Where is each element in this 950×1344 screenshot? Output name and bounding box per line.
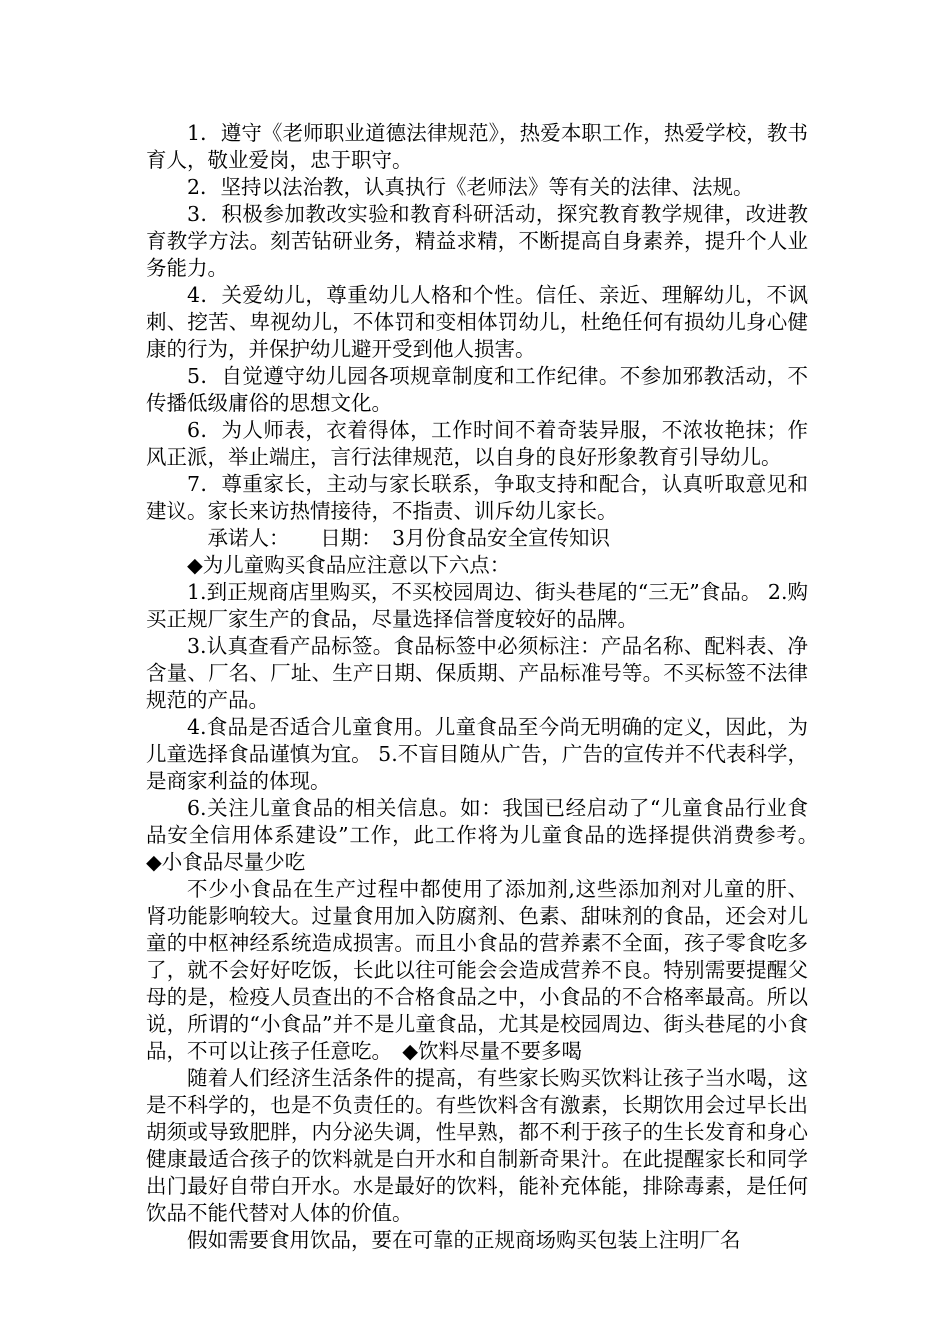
paragraph-rule-4: 4．关爱幼儿，尊重幼儿人格和个性。信任、亲近、理解幼儿，不讽刺、挖苦、卑视幼儿，不体罚和变相体罚幼儿，杜绝任何有损幼儿身心健康的行为，并保护幼儿避开受到他人损害。 xyxy=(146,283,808,361)
document-body xyxy=(146,120,829,1254)
paragraph-rule-5: 5．自觉遵守幼儿园各项规章制度和工作纪律。不参加邪教活动，不传播低级庸俗的思想文化。 xyxy=(146,364,808,415)
paragraph-rule-6: 6．为人师表，衣着得体，工作时间不着奇装异服，不浓妆艳抹；作风正派，举止端庄，言行法律规范，以自身的良好形象教育引导幼儿。 xyxy=(146,418,808,469)
signature-line: 承诺人： 日期： 3月份食品安全宣传知识 xyxy=(207,526,611,550)
paragraph-rule-3: 3．积极参加教改实验和教育科研活动，探究教育教学规律，改进教育教学方法。刻苦钻研业务，精益求精，不断提高自身素养，提升个人业务能力。 xyxy=(146,202,808,280)
paragraph-rule-7: 7．尊重家长，主动与家长联系，争取支持和配合，认真听取意见和建议。家长来访热情接待，不指责、训斥幼儿家长。 xyxy=(146,472,808,523)
section-heading-buying-tips: ◆为儿童购买食品应注意以下六点： xyxy=(187,553,511,577)
paragraph-tip-4-5: 4.食品是否适合儿童食用。儿童食品至今尚无明确的定义，因此，为儿童选择食品谨慎为宜。 5.不盲目随从广告，广告的宣传并不代表科学，是商家利益的体现。 xyxy=(146,715,808,793)
paragraph-tip-3: 3.认真查看产品标签。食品标签中必须标注：产品名称、配料表、净含量、厂名、厂址、生产日期、保质期、产品标准号等。不买标签不法律规范的产品。 xyxy=(146,634,808,712)
paragraph-rule-2: 2．坚持以法治教，认真执行《老师法》等有关的法律、法规。 xyxy=(187,175,754,199)
paragraph-snacks: 不少小食品在生产过程中都使用了添加剂,这些添加剂对儿童的肝、肾功能影响较大。过量食用加入防腐剂、色素、甜味剂的食品，还会对儿童的中枢神经系统造成损害。而且小食品的营养素不全面，孩子零食吃多了，就不会好好吃饭，长此以往可能会会造成营养不良。特别需要提醒父母的是，检疫人员查出的不合格食品之中，小食品的不合格率最高。所以说，所谓的“小食品”并不是儿童食品，尤其是校园周边、街头巷尾的小食品，不可以让孩子任意吃。 ◆饮料尽量不要多喝 xyxy=(146,877,808,1063)
paragraph-tip-1-2: 1.到正规商店里购买，不买校园周边、街头巷尾的“三无”食品。 2.购买正规厂家生产的食品，尽量选择信誉度较好的品牌。 xyxy=(146,580,808,631)
paragraph-beverage-purchase: 假如需要食用饮品，要在可靠的正规商场购买包装上注明厂名 xyxy=(187,1228,741,1252)
paragraph-tip-6: 6.关注儿童食品的相关信息。如：我国已经启动了“儿童食品行业食品安全信用体系建设”工作，此工作将为儿童食品的选择提供消费参考。 ◆小食品尽量少吃 xyxy=(146,796,829,874)
paragraph-drinks: 随着人们经济生活条件的提高，有些家长购买饮料让孩子当水喝，这是不科学的，也是不负责任的。有些饮料含有激素，长期饮用会过早长出胡须或导致肥胖，内分泌失调，性早熟，都不利于孩子的生长发育和身心健康最适合孩子的饮料就是白开水和自制新奇果汁。在此提醒家长和同学出门最好自带白开水。水是最好的饮料，能补充体能，排除毒素，是任何饮品不能代替对人体的价值。 xyxy=(146,1066,808,1225)
paragraph-rule-1: 1．遵守《老师职业道德法律规范》，热爱本职工作，热爱学校，教书育人，敬业爱岗，忠于职守。 xyxy=(146,121,808,172)
